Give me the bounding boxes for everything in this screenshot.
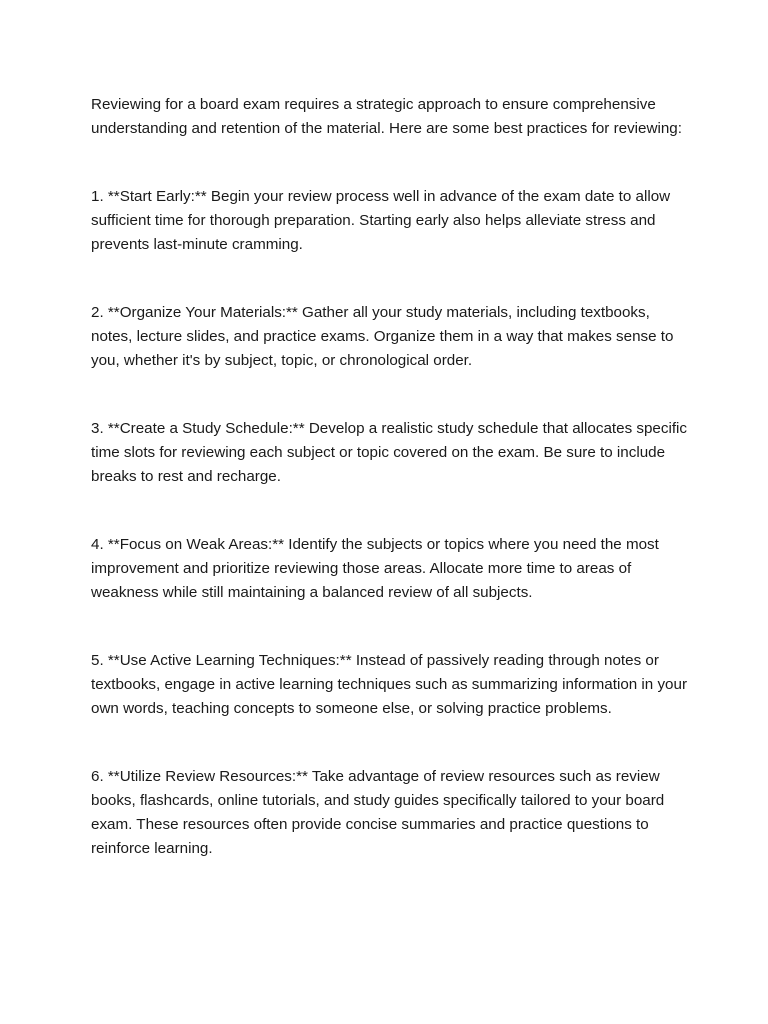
list-item-review-resources: 6. **Utilize Review Resources:** Take advantage of review resources such as review books, flashcards, online tutorials, and study guides specifically tailored to your board exam. These resources often provide concise summaries and practice questions to reinforce learning.	[91, 768, 665, 857]
list-item-active-learning: 5. **Use Active Learning Techniques:** Instead of passively reading through notes or textbooks, engage in active learning techniques such as summarizing information in your own words, teaching concepts to someone else, or solving practice problems.	[91, 652, 688, 717]
list-item-weak-areas: 4. **Focus on Weak Areas:** Identify the subjects or topics where you need the most improvement and prioritize reviewing those areas. Allocate more time to areas of weakness while still maintaining a balanced review of all subjects.	[91, 536, 659, 601]
list-item-study-schedule: 3. **Create a Study Schedule:** Develop a realistic study schedule that allocates specific time slots for reviewing each subject or topic covered on the exam. Be sure to include breaks to rest and recharge.	[91, 420, 688, 485]
list-item-start-early: 1. **Start Early:** Begin your review process well in advance of the exam date to allow sufficient time for thorough preparation. Starting early also helps alleviate stress and prevents last-minute cramming.	[91, 188, 671, 253]
document-body	[91, 93, 691, 905]
list-item-organize-materials: 2. **Organize Your Materials:** Gather all your study materials, including textbooks, notes, lecture slides, and practice exams. Organize them in a way that makes sense to you, whether it's by subject, topic, or chronological order.	[91, 304, 674, 369]
intro-paragraph: Reviewing for a board exam requires a strategic approach to ensure comprehensive understanding and retention of the material. Here are some best practices for reviewing:	[91, 96, 682, 137]
